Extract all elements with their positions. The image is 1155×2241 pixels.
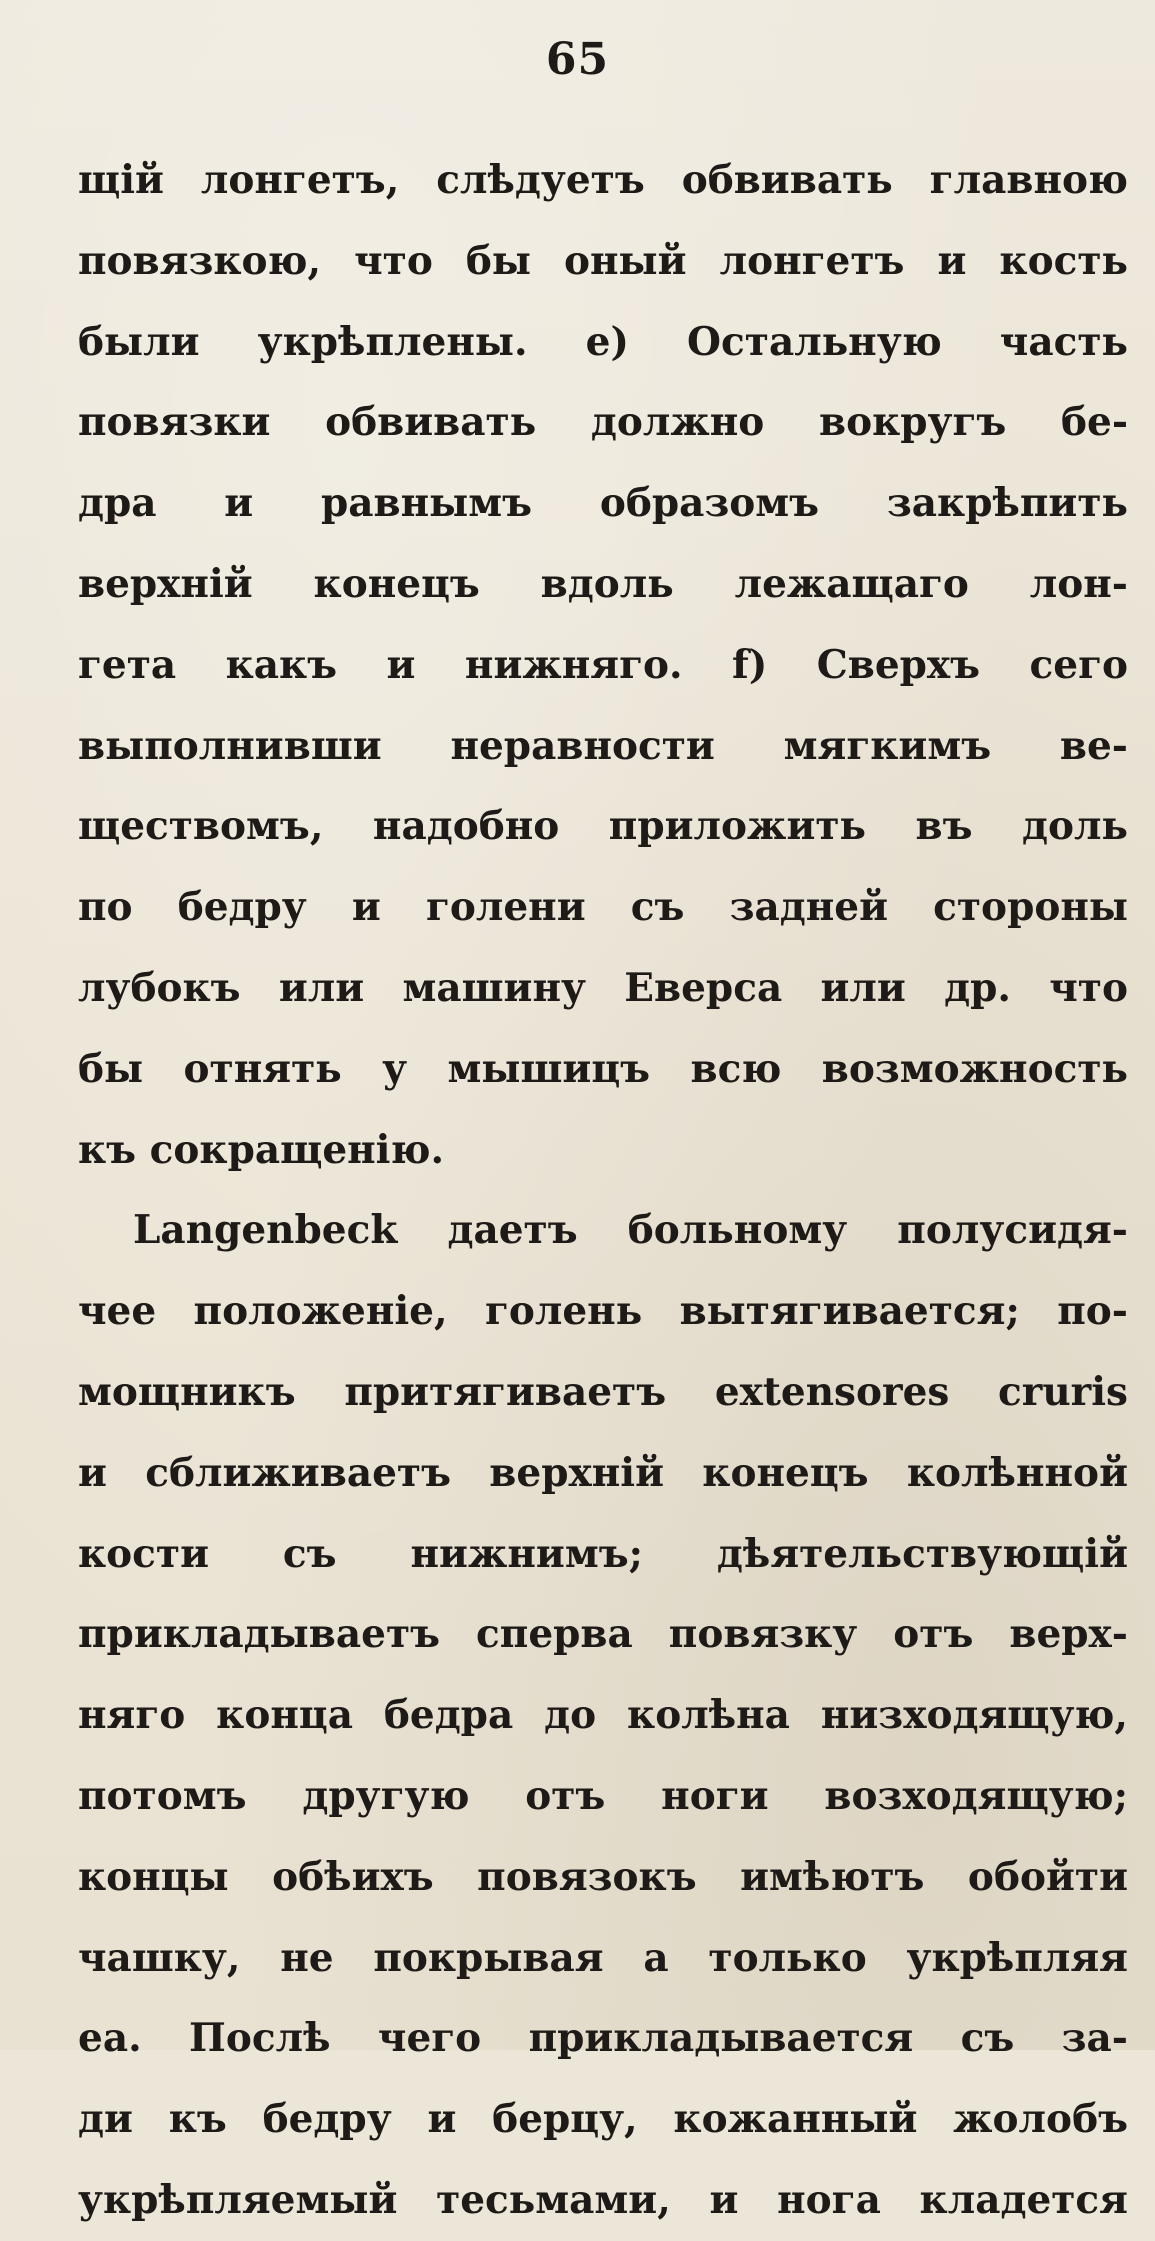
text-line: бы отнять у мышицъ всю возможность bbox=[78, 1045, 1128, 1092]
text-line: ди къ бедру и берцу, кожанный жолобъ bbox=[78, 2096, 1128, 2143]
text-line: къ сокращенію. bbox=[78, 1126, 445, 1173]
text-line: и сближиваетъ верхній конецъ колѣнной bbox=[78, 1449, 1128, 1496]
text-line: чее положеніе, голень вытягивается; по- bbox=[78, 1288, 1128, 1335]
text-line: выполнивши неравности мягкимъ ве- bbox=[78, 722, 1128, 769]
text-line: потомъ другую отъ ноги возходящую; bbox=[78, 1772, 1128, 1819]
text-line: концы обѣихъ повязокъ имѣютъ обойти bbox=[78, 1853, 1128, 1900]
text-line: были укрѣплены. е) Остальную часть bbox=[78, 318, 1128, 365]
text-line: гета какъ и нижняго. f) Сверхъ сего bbox=[78, 641, 1128, 688]
text-line: мощникъ притягиваетъ extensores cruris bbox=[78, 1368, 1128, 1415]
text-line: няго конца бедра до колѣна низходящую, bbox=[78, 1692, 1128, 1739]
text-line: ществомъ, надобно приложить въ доль bbox=[78, 803, 1128, 850]
text-line: повязки обвивать должно вокругъ бе- bbox=[78, 399, 1128, 446]
text-line: чашку, не покрывая а только укрѣпляя bbox=[78, 1934, 1128, 1981]
text-line: щій лонгетъ, слѣдуетъ обвивать главною bbox=[78, 157, 1128, 203]
text-line: дра и равнымъ образомъ закрѣпить bbox=[78, 480, 1128, 527]
body-text bbox=[78, 140, 1128, 2241]
text-line: верхній конецъ вдоль лежащаго лон- bbox=[78, 560, 1128, 607]
text-line: укрѣпляемый тесьмами, и нога кладется bbox=[78, 2176, 1128, 2223]
text-line: по бедру и голени съ задней стороны bbox=[78, 884, 1128, 931]
text-line: Langenbeck даетъ больному полусидя- bbox=[133, 1207, 1128, 1254]
text-line: еа. Послѣ чего прикладывается съ за- bbox=[78, 2015, 1128, 2062]
text-line: повязкою, что бы оный лонгетъ и кость bbox=[78, 237, 1128, 284]
text-line: прикладываетъ сперва повязку отъ верх- bbox=[78, 1611, 1128, 1658]
page-number: 65 bbox=[545, 34, 610, 85]
text-line: лубокъ или машину Еверса или др. что bbox=[78, 964, 1128, 1011]
text-line: кости съ нижнимъ; дѣятельствующій bbox=[78, 1530, 1128, 1577]
